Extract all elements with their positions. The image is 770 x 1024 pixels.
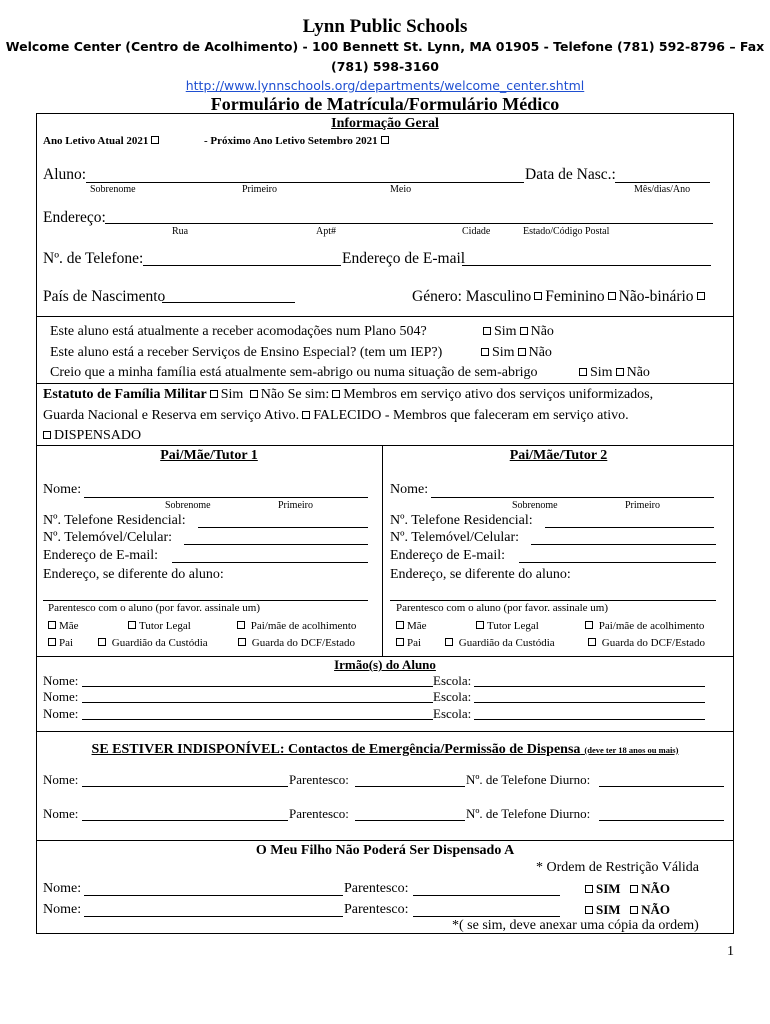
- guardian-2-name-field[interactable]: [431, 497, 714, 498]
- no-release-2-relation-label: Parentesco:: [344, 902, 409, 917]
- military-line-2: Guarda Nacional e Reserva em serviço Ativo. FALECIDO - Membros que faleceram em serviço ativo.: [43, 408, 629, 423]
- next-year-option[interactable]: - Próximo Ano Letivo Setembro 2021: [204, 135, 392, 147]
- no-release-1-name-field[interactable]: [84, 895, 343, 896]
- section-general-title: Informação Geral: [331, 116, 439, 131]
- checkbox-icon[interactable]: [588, 638, 596, 646]
- guardian-2-mobile-label: Nº. Telemóvel/Celular:: [390, 530, 520, 545]
- question-iep-options: Sim Não: [478, 345, 552, 361]
- sub-street: Rua: [172, 226, 189, 237]
- sibling-1-name-field[interactable]: [82, 686, 433, 687]
- guardian-1-address-field[interactable]: [43, 600, 368, 601]
- guardian-1-opt-custody: Guardião da Custódia: [95, 637, 208, 649]
- emergency-2-name-field[interactable]: [82, 820, 288, 821]
- no-release-2-name-label: Nome:: [43, 902, 82, 917]
- divider: [36, 316, 734, 317]
- emergency-1-relation-label: Parentesco:: [289, 772, 349, 787]
- guardian-1-name-label: Nome:: [43, 482, 82, 497]
- current-year-option[interactable]: Ano Letivo Atual 2021: [43, 135, 162, 147]
- address-field[interactable]: [105, 223, 713, 224]
- guardian-2-home-phone-field[interactable]: [545, 527, 714, 528]
- guardian-2-opt-mother: Mãe: [393, 620, 427, 632]
- sibling-2-school-field[interactable]: [474, 702, 705, 703]
- checkbox-icon[interactable]: [476, 621, 484, 629]
- checkbox-icon[interactable]: [483, 327, 491, 335]
- checkbox-icon[interactable]: [48, 621, 56, 629]
- checkbox-icon[interactable]: [534, 292, 542, 300]
- sub-middle: Meio: [390, 184, 412, 195]
- checkbox-icon[interactable]: [98, 638, 106, 646]
- order-footnote: *( se sim, deve anexar uma cópia da ordem): [452, 918, 699, 933]
- checkbox-icon[interactable]: [630, 906, 638, 914]
- sub-first: Primeiro: [278, 500, 313, 511]
- school-name: Lynn Public Schools: [302, 16, 468, 37]
- checkbox-icon[interactable]: [237, 621, 245, 629]
- checkbox-icon[interactable]: [585, 906, 593, 914]
- no-release-1-relation-label: Parentesco:: [344, 881, 409, 896]
- checkbox-icon[interactable]: [43, 431, 51, 439]
- emergency-2-relation-label: Parentesco:: [289, 806, 349, 821]
- sibling-3-school-label: Escola:: [433, 706, 472, 721]
- sub-surname: Sobrenome: [90, 184, 136, 195]
- address-line-1: Welcome Center (Centro de Acolhimento) - 100 Bennett St. Lynn, MA 01905 - Telefone (781) 592-8796 – Fax: [5, 39, 765, 54]
- phone-field[interactable]: [143, 265, 341, 266]
- divider: [36, 383, 734, 384]
- email-field[interactable]: [462, 265, 711, 266]
- checkbox-icon[interactable]: [238, 638, 246, 646]
- restriction-order-label: * Ordem de Restrição Válida: [536, 860, 700, 875]
- guardian-2-name-label: Nome:: [390, 482, 429, 497]
- checkbox-icon[interactable]: [210, 390, 218, 398]
- checkbox-icon[interactable]: [396, 621, 404, 629]
- question-504-options: Sim Não: [480, 324, 554, 340]
- question-iep: Este aluno está a receber Serviços de Ensino Especial? (tem um IEP?): [50, 345, 443, 360]
- guardian-1-mobile-label: Nº. Telemóvel/Celular:: [43, 530, 173, 545]
- emergency-2-name-label: Nome:: [43, 806, 79, 821]
- sibling-1-school-label: Escola:: [433, 673, 472, 688]
- emergency-1-relation-field[interactable]: [355, 786, 465, 787]
- checkbox-icon[interactable]: [302, 411, 310, 419]
- no-release-title: O Meu Filho Não Poderá Ser Dispensado A: [255, 843, 515, 858]
- sibling-1-name-label: Nome:: [43, 673, 79, 688]
- guardian-2-opt-father: Pai: [393, 637, 421, 649]
- guardian-1-opt-mother: Mãe: [45, 620, 79, 632]
- checkbox-icon[interactable]: [585, 885, 593, 893]
- guardian-2-address-field[interactable]: [390, 600, 716, 601]
- sibling-2-name-label: Nome:: [43, 689, 79, 704]
- no-release-2-options: SIM NÃO: [582, 902, 670, 918]
- checkbox-icon[interactable]: [381, 136, 389, 144]
- student-label: Aluno:: [43, 166, 87, 183]
- checkbox-icon[interactable]: [520, 327, 528, 335]
- checkbox-icon[interactable]: [585, 621, 593, 629]
- guardian-1-email-label: Endereço de E-mail:: [43, 548, 159, 563]
- checkbox-icon[interactable]: [616, 368, 624, 376]
- address-line-2: (781) 598-3160: [331, 59, 439, 74]
- checkbox-icon[interactable]: [151, 136, 159, 144]
- birth-country-label: País de Nascimento: [43, 288, 166, 305]
- form-title: Formulário de Matrícula/Formulário Médico: [210, 94, 560, 114]
- page-number: 1: [727, 944, 734, 959]
- emergency-1-name-field[interactable]: [82, 786, 288, 787]
- guardian-1-home-phone-label: Nº. Telefone Residencial:: [43, 513, 186, 528]
- checkbox-icon[interactable]: [250, 390, 258, 398]
- phone-label: Nº. de Telefone:: [43, 250, 144, 267]
- guardian-2-opt-legal: Tutor Legal: [473, 620, 539, 632]
- sub-first: Primeiro: [625, 500, 660, 511]
- sibling-1-school-field[interactable]: [474, 686, 705, 687]
- no-release-2-relation-field[interactable]: [413, 916, 560, 917]
- emergency-2-phone-field[interactable]: [599, 820, 724, 821]
- guardian-1-relation-label: Parentesco com o aluno (por favor. assinale um): [48, 602, 260, 614]
- guardian-2-address-label: Endereço, se diferente do aluno:: [390, 567, 571, 582]
- guardian-1-opt-foster: Pai/mãe de acolhimento: [234, 620, 356, 632]
- sub-apt: Apt#: [316, 226, 336, 237]
- guardian-1-home-phone-field[interactable]: [198, 527, 368, 528]
- siblings-title: Irmão(s) do Aluno: [334, 657, 436, 672]
- guardian-1-title: Pai/Mãe/Tutor 1: [160, 448, 258, 463]
- question-homeless-options: Sim Não: [576, 365, 650, 381]
- question-504: Este aluno está atualmente a receber acomodações num Plano 504?: [50, 324, 427, 339]
- emergency-2-relation-field[interactable]: [355, 820, 465, 821]
- no-release-1-relation-field[interactable]: [413, 895, 560, 896]
- sibling-3-name-field[interactable]: [82, 719, 433, 720]
- sibling-2-name-field[interactable]: [82, 702, 433, 703]
- guardian-1-opt-legal: Tutor Legal: [125, 620, 191, 632]
- military-line-1: Estatuto de Família Militar Sim Não Se sim: Membros em serviço ativo dos serviços uniformizados,: [43, 387, 654, 402]
- welcome-center-link[interactable]: http://www.lynnschools.org/departments/welcome_center.shtml: [185, 78, 585, 93]
- divider: [36, 731, 734, 732]
- sibling-3-school-field[interactable]: [474, 719, 705, 720]
- guardian-1-name-field[interactable]: [84, 497, 368, 498]
- sub-date: Mês/dias/Ano: [634, 184, 691, 195]
- sub-first: Primeiro: [242, 184, 277, 195]
- emergency-1-phone-label: Nº. de Telefone Diurno:: [466, 772, 591, 787]
- address-label: Endereço:: [43, 209, 106, 226]
- no-release-1-name-label: Nome:: [43, 881, 82, 896]
- guardian-2-title: Pai/Mãe/Tutor 2: [509, 448, 608, 463]
- sibling-2-school-label: Escola:: [433, 689, 472, 704]
- email-label: Endereço de E-mail: [342, 250, 466, 267]
- no-release-1-options: SIM NÃO: [582, 881, 670, 897]
- emergency-1-name-label: Nome:: [43, 772, 79, 787]
- guardian-2-home-phone-label: Nº. Telefone Residencial:: [390, 513, 533, 528]
- military-line-3: DISPENSADO: [40, 428, 141, 444]
- guardian-2-opt-foster: Pai/mãe de acolhimento: [582, 620, 704, 632]
- sibling-3-name-label: Nome:: [43, 706, 79, 721]
- checkbox-icon[interactable]: [48, 638, 56, 646]
- checkbox-icon[interactable]: [579, 368, 587, 376]
- sub-state-zip: Estado/Código Postal: [523, 226, 610, 237]
- divider: [36, 840, 734, 841]
- checkbox-icon[interactable]: [697, 292, 705, 300]
- guardian-1-opt-dcf: Guarda do DCF/Estado: [235, 637, 355, 649]
- guardian-2-relation-label: Parentesco com o aluno (por favor. assinale um): [396, 602, 608, 614]
- dob-label: Data de Nasc.:: [525, 166, 616, 183]
- emergency-1-phone-field[interactable]: [599, 786, 724, 787]
- birth-country-field[interactable]: [162, 302, 295, 303]
- guardian-1-mobile-field[interactable]: [184, 544, 368, 545]
- checkbox-icon[interactable]: [445, 638, 453, 646]
- dob-field[interactable]: [615, 182, 710, 183]
- checkbox-icon[interactable]: [332, 390, 340, 398]
- checkbox-icon[interactable]: [481, 348, 489, 356]
- gender-options: Género: Masculino Feminino Não-binário: [412, 288, 708, 306]
- checkbox-icon[interactable]: [608, 292, 616, 300]
- guardian-2-opt-dcf: Guarda do DCF/Estado: [585, 637, 705, 649]
- emergency-title: SE ESTIVER INDISPONÍVEL: Contactos de Emergência/Permissão de Dispensa (deve ter 18 anos ou mais): [91, 742, 679, 757]
- emergency-2-phone-label: Nº. de Telefone Diurno:: [466, 806, 591, 821]
- guardian-1-email-field[interactable]: [172, 562, 368, 563]
- question-homeless: Creio que a minha família está atualmente sem-abrigo ou numa situação de sem-abrigo: [50, 365, 538, 380]
- student-name-field[interactable]: [86, 182, 524, 183]
- checkbox-icon[interactable]: [396, 638, 404, 646]
- guardian-2-email-field[interactable]: [519, 562, 716, 563]
- guardian-divider: [382, 445, 383, 656]
- guardian-1-opt-father: Pai: [45, 637, 73, 649]
- guardian-2-mobile-field[interactable]: [531, 544, 716, 545]
- no-release-2-name-field[interactable]: [84, 916, 343, 917]
- guardian-2-opt-custody: Guardião da Custódia: [442, 637, 555, 649]
- divider: [36, 445, 734, 446]
- guardian-2-email-label: Endereço de E-mail:: [390, 548, 506, 563]
- sub-city: Cidade: [462, 226, 491, 237]
- checkbox-icon[interactable]: [128, 621, 136, 629]
- sub-surname: Sobrenome: [165, 500, 211, 511]
- guardian-1-address-label: Endereço, se diferente do aluno:: [43, 567, 224, 582]
- sub-surname: Sobrenome: [512, 500, 558, 511]
- checkbox-icon[interactable]: [630, 885, 638, 893]
- checkbox-icon[interactable]: [518, 348, 526, 356]
